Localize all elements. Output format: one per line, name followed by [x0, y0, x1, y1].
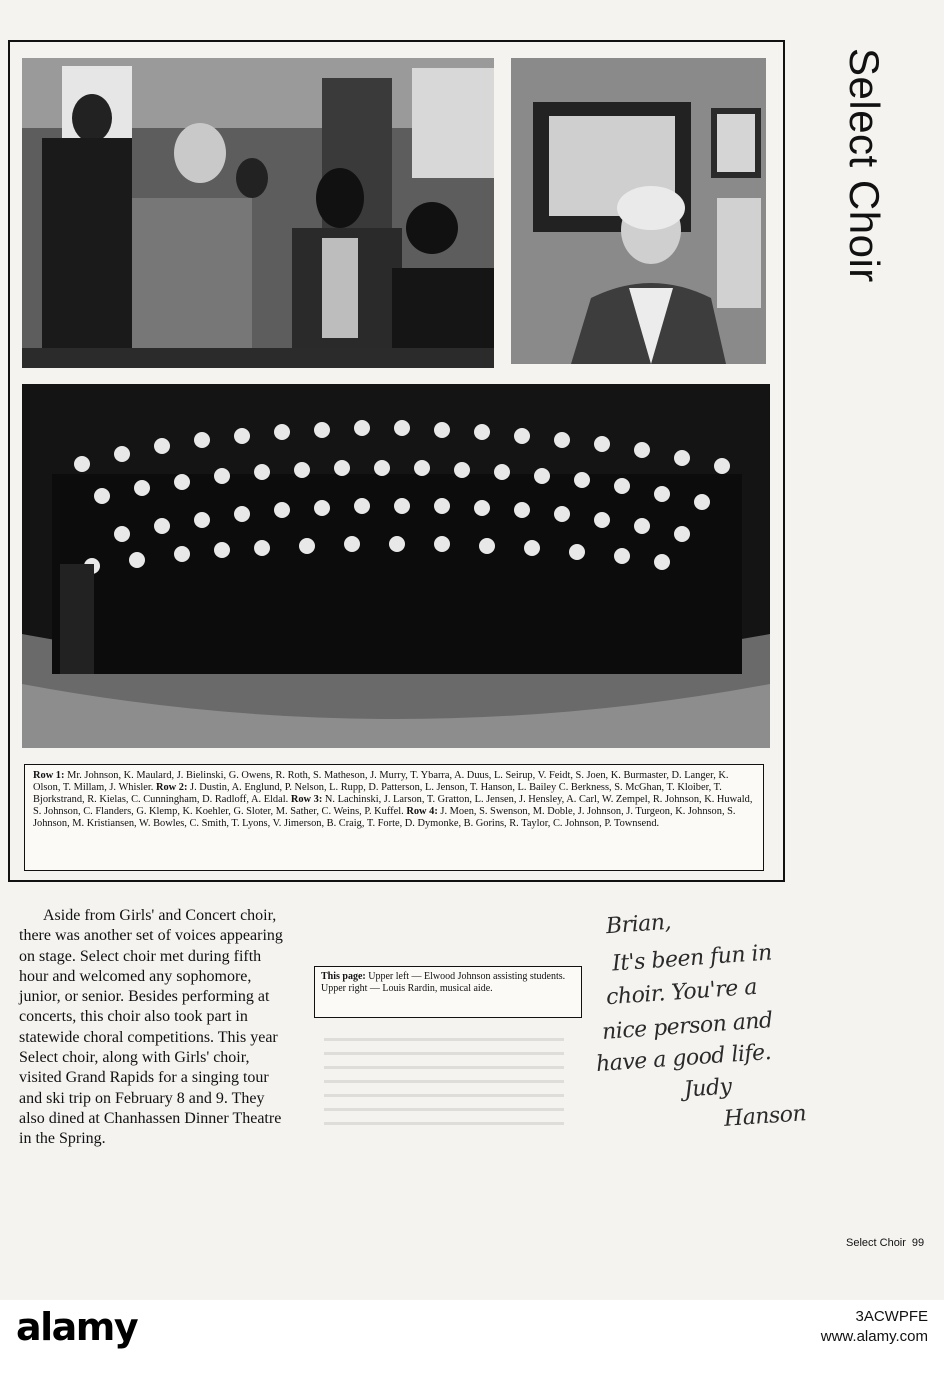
image-id: 3ACWPFE: [855, 1308, 928, 1325]
row3-label: Row 3:: [290, 793, 323, 805]
stock-banner: [0, 1300, 944, 1390]
page-folio: [840, 1237, 924, 1249]
note-line: choir. You're a: [605, 974, 758, 1011]
page-title: [840, 48, 888, 298]
bleed-through-text: [324, 1027, 564, 1147]
students-hallway-photo: [22, 58, 494, 368]
row1-names: Mr. Johnson, K. Maulard, J. Bielinski, G. Owens, R. Roth, S. Matheson, J. Murry, T. Ybarra, A. Duus, L. Seirup, V. Feidt, S. Joen, K. Burmaster, D. Langer, K. Olson, T. Millam, J. Whisler.: [33, 770, 729, 793]
select-choir-group-photo: [22, 384, 770, 748]
note-line: nice person and: [601, 1008, 774, 1045]
photo-caption-label: This page:: [321, 971, 366, 982]
note-line: Brian,: [605, 909, 672, 940]
musical-aide-portrait: [511, 58, 766, 364]
folio-page-number: 99: [911, 1237, 925, 1249]
page-title-text: Select Choir: [841, 48, 888, 283]
alamy-logo: alamy: [16, 1305, 138, 1349]
row1-label: Row 1:: [33, 770, 65, 781]
photo-caption-text: Upper left — Elwood Johnson assisting students. Upper right — Louis Rardin, musical aide.: [321, 971, 566, 994]
photo-caption: [314, 966, 582, 1018]
note-line: have a good life.: [595, 1039, 772, 1078]
folio-section: Select Choir: [846, 1237, 906, 1249]
row3-names: N. Lachinski, J. Larson, T. Gratton, L. Jensen, J. Hensley, A. Carl, W. Zempel, R. Johnson, K. Huwald, S. Johnson, C. Flanders, G. Klemp, K. Koehler, G. Sloter, M. Sather, C. Weins, P. Kuffel.: [33, 793, 753, 817]
body-paragraph: Aside from Girls' and Concert choir, there was another set of voices appearing on stage. Select choir met during fifth hour and welcomed any sophomore, junior, or senior. Besides performing at concerts, this choir also took part in statewide choral competitions. This year Select choir, along with Girls' choir, visited Grand Rapids for a singing tour and ski trip on February 8 and 9. They also dined at Chanhassen Dinner Theatre in the Spring.: [19, 907, 283, 1148]
photo-frame: [8, 40, 785, 882]
stock-url: www.alamy.com: [820, 1328, 928, 1345]
row2-names: J. Dustin, A. Englund, P. Nelson, L. Rupp, D. Patterson, L. Jenson, T. Hanson, L. Bailey C. Berkness, S. McGhan, T. Kloiber, T. Bjorkstrand, R. Kielas, C. Cunningham, D. Radloff, A. Eldal.: [33, 781, 722, 805]
note-line: It's been fun in: [611, 940, 773, 977]
choir-roster-caption: [24, 764, 764, 871]
note-signature-first: Judy: [683, 1074, 733, 1103]
row4-label: Row 4:: [406, 805, 438, 817]
body-copy: [19, 906, 291, 1150]
handwritten-note: [592, 908, 892, 1138]
note-signature-last: Hanson: [723, 1101, 807, 1132]
row4-names: J. Moen, S. Swenson, M. Doble, J. Johnson, J. Turgeon, K. Johnson, S. Johnson, M. Kristiansen, W. Bowles, C. Smith, T. Lyons, V. Jimerson, B. Craig, T. Forte, D. Dymonke, B. Gorins, R. Taylor, C. Johnson, P. Townsend.: [33, 805, 736, 829]
row2-label: Row 2:: [155, 781, 188, 793]
